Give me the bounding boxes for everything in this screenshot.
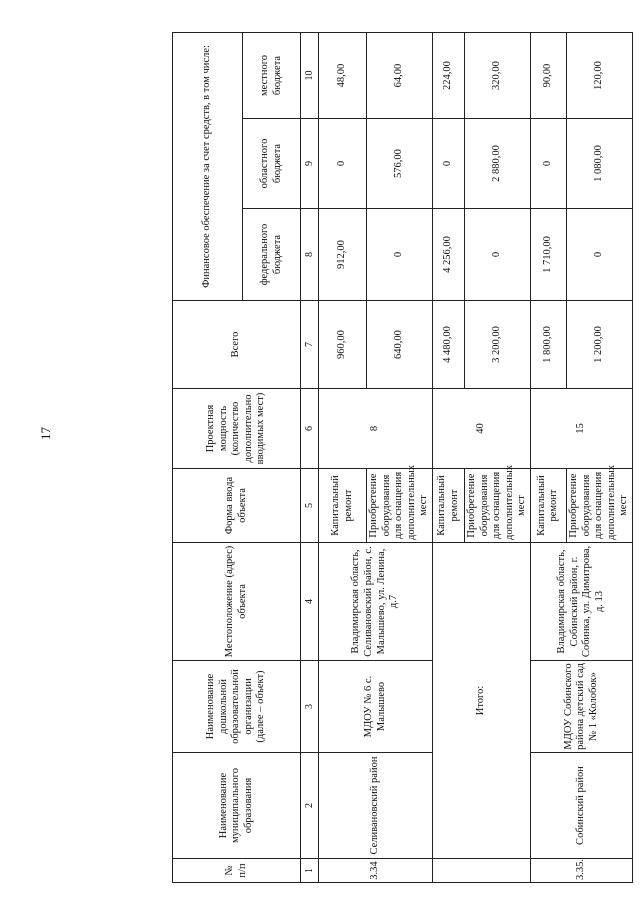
form-cell: Приобретение оборудования для оснащения дополнительных мест: [367, 469, 433, 543]
capacity-cell: 15: [530, 389, 632, 469]
col-number: 6: [301, 389, 319, 469]
capacity-cell: 40: [433, 389, 531, 469]
header-federal: федерального бюджета: [243, 209, 301, 301]
funding-table: [172, 32, 633, 883]
col-number: 9: [301, 119, 319, 209]
regional-cell: 576,00: [367, 119, 433, 209]
regional-cell: 0: [530, 119, 566, 209]
local-cell: 320,00: [465, 32, 531, 118]
col-number: 1: [301, 859, 319, 883]
regional-cell: 1 080,00: [566, 119, 632, 209]
col-number: 3: [301, 661, 319, 753]
header-num: № п/п: [173, 859, 301, 883]
form-cell: Приобретение оборудования для оснащения дополнительных мест: [465, 469, 531, 543]
form-cell: Капитальный ремонт: [319, 469, 367, 543]
header-regional: областного бюджета: [243, 119, 301, 209]
federal-cell: 0: [465, 209, 531, 301]
local-cell: 120,00: [566, 32, 632, 118]
row-number: 3.34: [319, 859, 433, 883]
header-local: местного бюджета: [243, 32, 301, 118]
capacity-cell: 8: [319, 389, 433, 469]
federal-cell: 0: [367, 209, 433, 301]
col-number: 10: [301, 32, 319, 118]
header-capacity: Проектная мощность (количество дополнительно вводимых мест): [173, 389, 301, 469]
itogo-label: Итого:: [433, 543, 531, 859]
total-cell: 3 200,00: [465, 301, 531, 389]
row-number: 3.35.: [530, 859, 632, 883]
col-number: 2: [301, 753, 319, 859]
federal-cell: 0: [566, 209, 632, 301]
col-number: 8: [301, 209, 319, 301]
regional-cell: 2 880,00: [465, 119, 531, 209]
itogo-number-cell: [433, 859, 531, 883]
organization-cell: МДОУ Собинского района детский сад № 1 «Колобок»: [530, 661, 632, 753]
organization-cell: МДОУ № 6 с. Малышево: [319, 661, 433, 753]
municipality-cell: Селивановский район: [319, 753, 433, 859]
municipality-cell: Собинский район: [530, 753, 632, 859]
total-cell: 960,00: [319, 301, 367, 389]
form-cell: Капитальный ремонт: [530, 469, 566, 543]
header-financing-group: Финансовое обеспечение за счет средств, в том числе:: [173, 32, 243, 300]
address-cell: Владимирская область, Собинский район, г. Собинка, ул. Димитрова, д. 13: [530, 543, 632, 661]
form-cell: Капитальный ремонт: [433, 469, 465, 543]
regional-cell: 0: [433, 119, 465, 209]
total-cell: 640,00: [367, 301, 433, 389]
federal-cell: 912,00: [319, 209, 367, 301]
total-cell: 1 200,00: [566, 301, 632, 389]
total-cell: 4 480,00: [433, 301, 465, 389]
header-total: Всего: [173, 301, 301, 389]
page-number: 17: [38, 427, 53, 440]
col-number: 5: [301, 469, 319, 543]
federal-cell: 4 256,00: [433, 209, 465, 301]
regional-cell: 0: [319, 119, 367, 209]
col-number: 7: [301, 301, 319, 389]
federal-cell: 1 710,00: [530, 209, 566, 301]
local-cell: 224,00: [433, 32, 465, 118]
total-cell: 1 800,00: [530, 301, 566, 389]
local-cell: 90,00: [530, 32, 566, 118]
header-municipality: Наименование муниципального образования: [173, 753, 301, 859]
local-cell: 48,00: [319, 32, 367, 118]
rotated-table-wrapper: [172, 33, 630, 883]
header-organization: Наименование дошкольной образовательной организации (далее – объект): [173, 661, 301, 753]
col-number: 4: [301, 543, 319, 661]
header-form: Форма ввода объекта: [173, 469, 301, 543]
local-cell: 64,00: [367, 32, 433, 118]
header-address: Местоположение (адрес) объекта: [173, 543, 301, 661]
form-cell: Приобретение оборудования для оснащения дополнительных мест: [566, 469, 632, 543]
address-cell: Владимирская область, Селивановский район, с. Малышево, ул. Ленина, д.7: [319, 543, 433, 661]
